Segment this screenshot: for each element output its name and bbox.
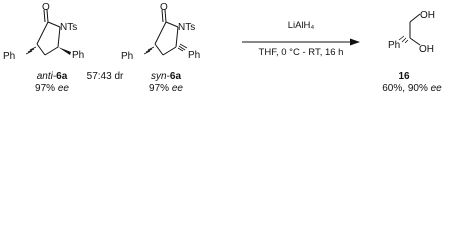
ring-bond xyxy=(48,22,60,27)
yield-ee-value: 60%, 90% xyxy=(382,83,428,94)
ring-bond xyxy=(37,44,45,55)
product-16-yield xyxy=(368,83,456,94)
ring-bond xyxy=(37,22,48,44)
sulfonamide-nitrogen: NTs xyxy=(178,22,196,33)
chain-bond xyxy=(410,14,420,22)
sulfonamide-nitrogen: NTs xyxy=(60,22,78,33)
hashed-bond xyxy=(399,36,408,43)
product-16-label: 16 xyxy=(398,71,410,82)
hydroxyl-top: OH xyxy=(420,10,435,21)
reaction-arrow xyxy=(242,37,360,47)
anti-6a-structure xyxy=(0,0,112,75)
ee-value: 97% xyxy=(149,83,170,94)
syn-prefix: syn- xyxy=(150,71,170,82)
hashed-bond xyxy=(178,44,187,51)
ee-value: 97% xyxy=(35,83,56,94)
syn-6a-ee xyxy=(141,83,191,94)
compound-number: 6a xyxy=(56,71,68,82)
anti-6a-ee xyxy=(27,83,77,94)
ee-unit: ee xyxy=(171,83,183,94)
ring-bond xyxy=(45,47,58,55)
hydroxyl-bottom: OH xyxy=(419,44,434,55)
phenyl-label-left: Ph xyxy=(3,51,16,62)
ring-bond xyxy=(166,22,178,27)
anti-6a-label xyxy=(27,71,77,82)
carbonyl-oxygen: O xyxy=(42,2,50,13)
phenyl-label: Ph xyxy=(388,40,401,51)
syn-6a-label xyxy=(141,71,191,82)
anti-prefix: anti- xyxy=(36,71,57,82)
phenyl-label-right: Ph xyxy=(188,50,201,61)
diastereomeric-ratio: 57:43 dr xyxy=(86,71,124,82)
ee-unit: ee xyxy=(57,83,69,94)
conditions-label: THF, 0 °C - RT, 16 h xyxy=(258,47,344,58)
carbonyl-oxygen: O xyxy=(160,2,168,13)
syn-6a-structure xyxy=(118,0,230,75)
ring-bond xyxy=(155,44,163,55)
ring-bond xyxy=(155,22,166,44)
wedge-bond xyxy=(58,47,71,55)
hashed-bond xyxy=(144,47,154,54)
compound-number: 6a xyxy=(169,71,182,82)
hashed-bond xyxy=(26,47,36,54)
phenyl-label-left: Ph xyxy=(121,51,134,62)
phenyl-label-right: Ph xyxy=(72,50,85,61)
reagent-label: LiAlH₄ xyxy=(287,20,315,31)
product-16-structure xyxy=(370,0,456,75)
reaction-scheme xyxy=(0,0,456,100)
ee-unit: ee xyxy=(430,83,442,94)
ring-bond xyxy=(163,47,176,55)
